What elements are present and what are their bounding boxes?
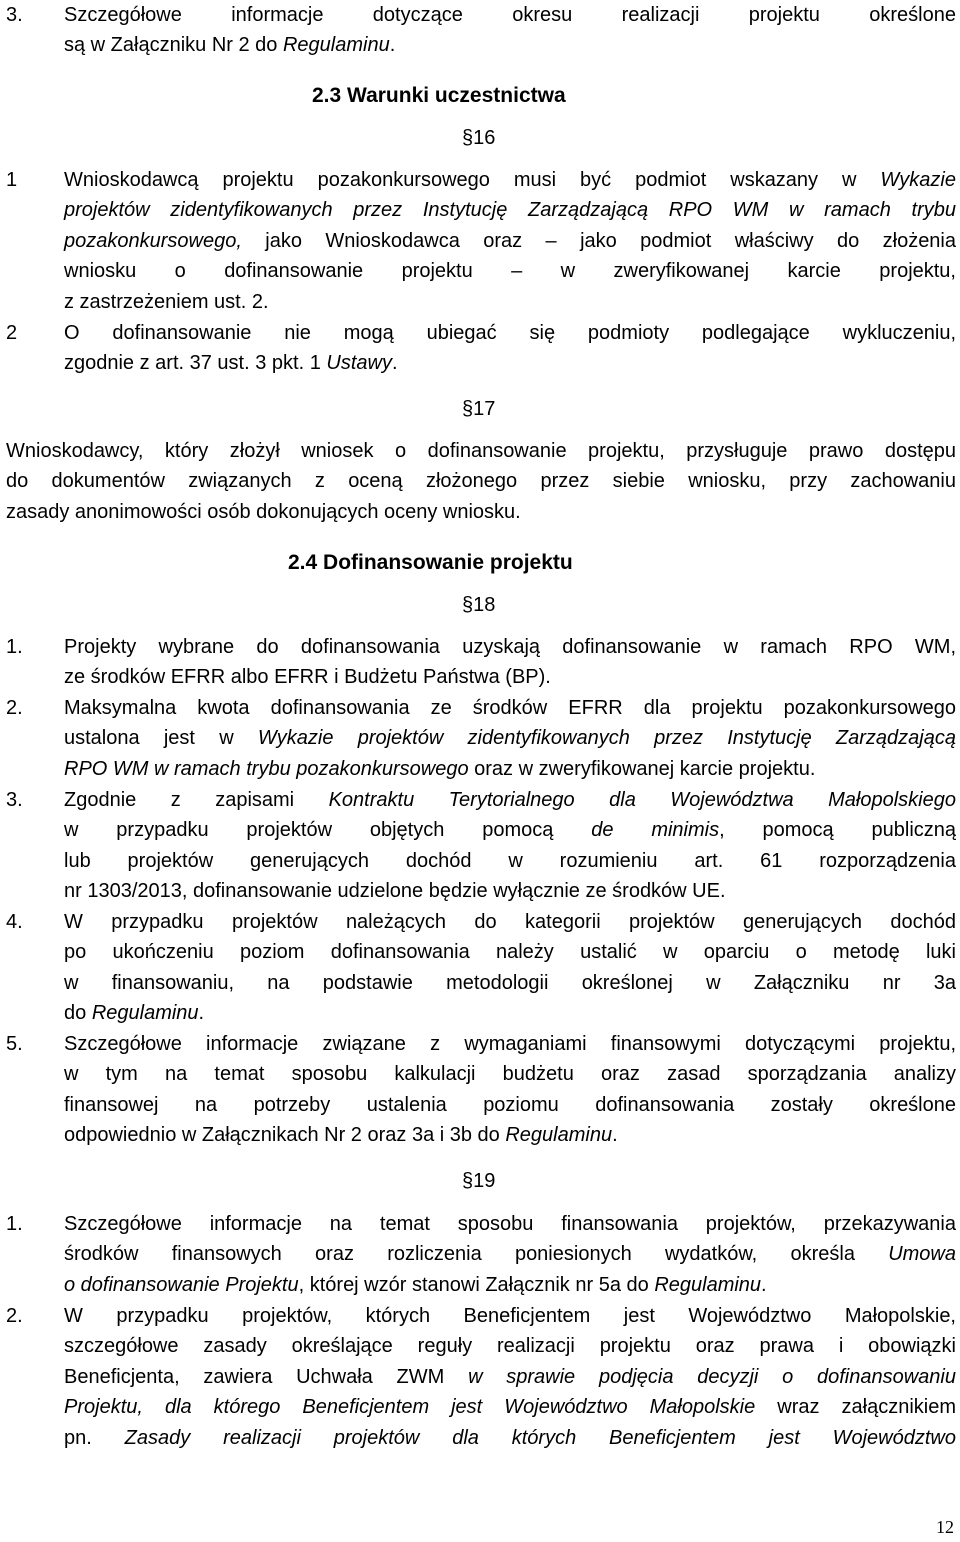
text-line: Szczegółowe informacje związane z wymaganiami finansowymi dotyczącymi projektu, <box>64 1033 956 1055</box>
text-span: zgodnie z art. 37 ust. 3 pkt. 1 <box>64 352 327 375</box>
text-span: , pomocą publiczną <box>719 819 957 842</box>
text-span: pn. <box>64 1426 125 1449</box>
text-line <box>64 723 956 753</box>
intro-item <box>6 0 956 61</box>
text-line: finansowej na potrzeby ustalenia poziomu dofinansowania zostały określone <box>64 1093 956 1116</box>
text-span: do <box>64 1002 92 1025</box>
section-heading: 2.3 Warunki uczestnictwa <box>312 84 566 107</box>
text-span: są w Załączniku Nr 2 do <box>64 34 283 57</box>
list-item <box>6 1029 956 1151</box>
list-number: 2 <box>6 322 18 344</box>
list-number: 3. <box>6 789 23 811</box>
list-number: 1 <box>6 169 18 191</box>
text-line <box>64 1423 956 1453</box>
text-span: o dofinansowanie Projektu <box>64 1273 299 1296</box>
section-heading: 2.4 Dofinansowanie projektu <box>288 551 573 574</box>
text-span: w przypadku projektów objętych pomocą <box>64 819 592 842</box>
list-item <box>6 632 956 693</box>
text-line <box>64 1239 956 1269</box>
text-span: RPO WM w ramach trybu pozakonkursowego <box>64 757 469 780</box>
text-span: de minimis <box>591 819 720 842</box>
text-line <box>64 754 956 784</box>
text-span: Zgodnie z zapisami <box>64 789 329 811</box>
text-line: szczegółowe zasady określające reguły realizacji projektu oraz prawa i obowiązki <box>64 1335 956 1358</box>
text-span: w sprawie podjęcia decyzji o dofinansowaniu <box>468 1365 956 1388</box>
list-item <box>6 693 956 784</box>
list-item <box>6 907 956 1029</box>
text-line: Wnioskodawcy, który złożył wniosek o dofinansowanie projektu, przysługuje prawo dostępu <box>6 440 956 462</box>
text-span: Ustawy <box>326 352 392 375</box>
text-line <box>64 785 956 815</box>
text-span: środków finansowych oraz rozliczenia poniesionych wydatków, określa <box>64 1243 889 1266</box>
text-line: projektów zidentyfikowanych przez Instytucję Zarządzającą RPO WM w ramach trybu <box>64 199 956 222</box>
text-span: wraz załącznikiem <box>755 1396 957 1419</box>
text-line <box>64 1120 956 1150</box>
text-span: Regulaminu <box>91 1002 199 1025</box>
list-item <box>6 1301 956 1453</box>
text-line <box>64 1392 956 1422</box>
text-span: jako Wnioskodawca oraz – jako podmiot właściwy do złożenia <box>241 229 956 252</box>
text-line <box>64 1270 956 1300</box>
text-line <box>64 165 956 195</box>
text-line <box>64 352 398 374</box>
text-span: Kontraktu Terytorialnego dla Województwa Małopolskiego <box>328 789 956 811</box>
text-span: oraz w zweryfikowanej karcie projektu. <box>468 757 816 780</box>
list-item <box>6 165 956 317</box>
text-span: Wnioskodawcą projektu pozakonkursowego musi być podmiot wskazany w <box>64 169 881 191</box>
text-line: ze środków EFRR albo EFRR i Budżetu Państwa (BP). <box>64 666 551 689</box>
text-line: Szczegółowe informacje na temat sposobu finansowania projektów, przekazywania <box>64 1213 956 1235</box>
text-line: O dofinansowanie nie mogą ubiegać się podmioty podlegające wykluczeniu, <box>64 322 956 344</box>
list-number: 1. <box>6 1213 23 1235</box>
list-number: 5. <box>6 1033 23 1055</box>
text-span: , której wzór stanowi Załącznik nr 5a do <box>298 1273 655 1296</box>
text-line: Szczegółowe informacje dotyczące okresu realizacji projektu określone <box>64 4 956 26</box>
text-span: Wykazie <box>880 169 956 191</box>
text-line: W przypadku projektów, których Beneficjentem jest Województwo Małopolskie, <box>64 1305 956 1327</box>
text-line <box>64 1362 956 1392</box>
text-span: odpowiednio w Załącznikach Nr 2 oraz 3a i 3b do <box>64 1124 506 1147</box>
text-line: wniosku o dofinansowanie projektu – w zweryfikowanej karcie projektu, <box>64 260 956 283</box>
list-item <box>6 318 956 379</box>
page-number: 12 <box>936 1517 954 1537</box>
text-span: ustalona jest w <box>64 727 258 750</box>
list-item <box>6 785 956 907</box>
text-span: . <box>198 1002 205 1025</box>
text-line <box>64 998 956 1028</box>
text-line: po ukończeniu poziom dofinansowania należy ustalić w oparciu o metodę luki <box>64 941 956 964</box>
text-line: lub projektów generujących dochód w rozumieniu art. 61 rozporządzenia <box>64 849 956 872</box>
list-item <box>6 1209 956 1300</box>
text-line: Projekty wybrane do dofinansowania uzyskają dofinansowanie w ramach RPO WM, <box>64 636 956 658</box>
text-line: do dokumentów związanych z oceną złożonego przez siebie wniosku, przy zachowaniu <box>6 470 956 493</box>
paragraph-text <box>6 436 956 527</box>
paragraph-label: §17 <box>462 398 496 420</box>
text-line: zasady anonimowości osób dokonujących oceny wniosku. <box>6 500 521 523</box>
text-span: . <box>761 1273 767 1296</box>
text-span: . <box>391 352 398 375</box>
paragraph-label: §18 <box>462 594 496 616</box>
text-line <box>64 34 395 56</box>
text-span: Zasady realizacji projektów dla których Beneficjentem jest Województwo <box>124 1426 956 1449</box>
text-span: . <box>612 1124 618 1147</box>
list-number: 2. <box>6 1305 23 1327</box>
text-line: w tym na temat sposobu kalkulacji budżetu oraz zasad sporządzania analizy <box>64 1063 956 1086</box>
text-span: . <box>389 34 396 57</box>
text-line: nr 1303/2013, dofinansowanie udzielone będzie wyłącznie ze środków UE. <box>64 880 726 903</box>
text-line <box>64 815 956 845</box>
text-line <box>64 226 956 256</box>
list-number: 2. <box>6 697 23 719</box>
text-span: Projektu, dla którego Beneficjentem jest Województwo Małopolskie <box>64 1396 756 1419</box>
text-span: Beneficjenta, zawiera Uchwała ZWM <box>64 1365 469 1388</box>
text-line: w finansowaniu, na podstawie metodologii określonej w Załączniku nr 3a <box>64 971 956 994</box>
text-span: Regulaminu <box>282 34 390 57</box>
text-line: z zastrzeżeniem ust. 2. <box>64 290 269 313</box>
list-number: 1. <box>6 636 23 658</box>
text-span: pozakonkursowego, <box>64 229 242 252</box>
text-span: Regulaminu <box>654 1273 762 1296</box>
paragraph-label: §16 <box>462 127 496 149</box>
list-number: 3. <box>6 4 23 26</box>
text-span: Regulaminu <box>505 1124 613 1147</box>
text-line: Maksymalna kwota dofinansowania ze środków EFRR dla projektu pozakonkursowego <box>64 697 956 719</box>
text-line: W przypadku projektów należących do kategorii projektów generujących dochód <box>64 911 956 933</box>
text-span: Wykazie projektów zidentyfikowanych przez Instytucję Zarządzającą <box>257 727 956 750</box>
paragraph-label: §19 <box>462 1170 496 1192</box>
text-span: Umowa <box>888 1243 956 1266</box>
list-number: 4. <box>6 911 23 933</box>
